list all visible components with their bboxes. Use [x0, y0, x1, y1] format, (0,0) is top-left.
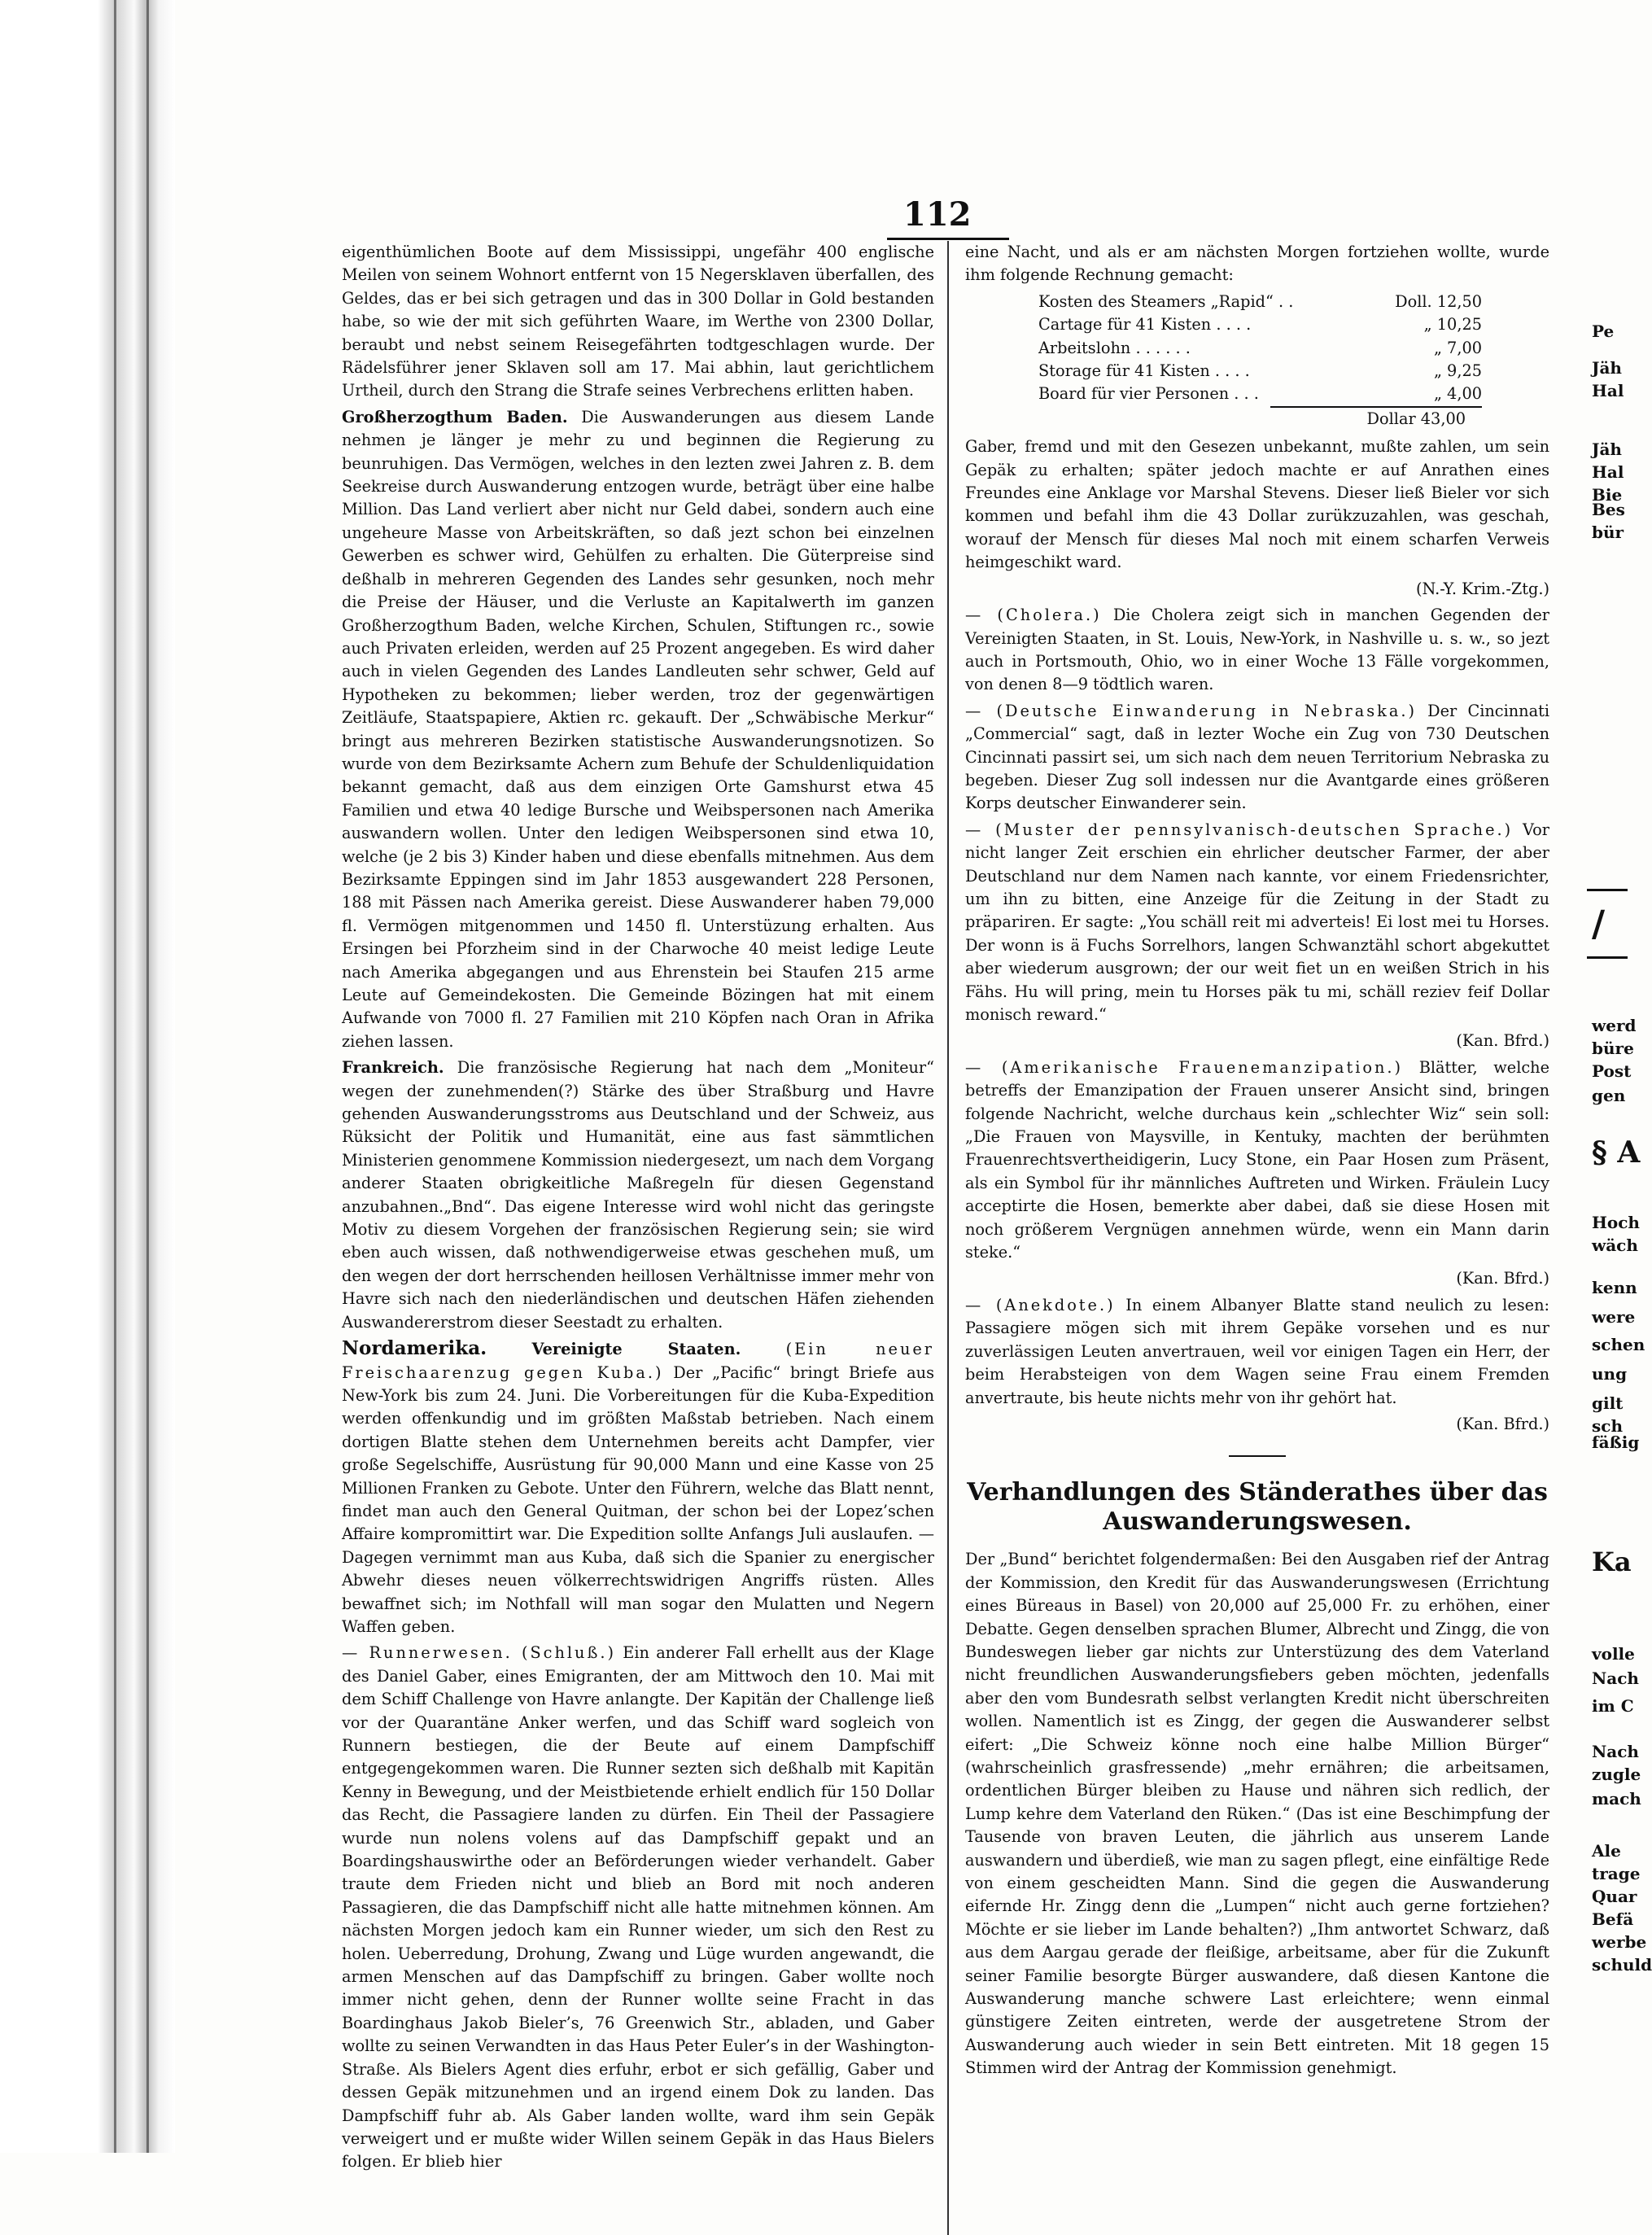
adjacent-rule	[1587, 956, 1628, 959]
adjacent-text-fragment: schen	[1592, 1335, 1645, 1354]
adjacent-text-fragment: sch	[1592, 1416, 1623, 1436]
paragraph: Gaber, fremd und mit den Gesezen unbekannt, mußte zahlen, um sein Gepäk zu erhalten; später jedoch machte er auf Anrathen eines Freundes eine Anklage vor Marshal Stevens. Dieser ließ Bieler vor sich kommen und befahl ihm die 43 Dollar zurükzuzahlen, was geschah, worauf der Mensch für dieses Mal noch mit einem scharfen Verweis heimgeschikt ward.	[965, 437, 1549, 572]
adjacent-text-fragment: Post	[1592, 1061, 1632, 1081]
adjacent-text-fragment: Ale	[1592, 1841, 1621, 1861]
paragraph: eine Nacht, und als er am nächsten Morgen fortziehen wollte, wurde ihm folgende Rechnung gemacht:	[965, 243, 1549, 285]
adjacent-text-fragment: schuld	[1592, 1955, 1652, 1975]
paragraph-text: Die Cholera zeigt sich in manchen Gegenden der Vereinigten Staaten, in St. Louis, New-York, in Nashville u. s. w., so jezt auch in Portsmouth, Ohio, wo in einer Woche 13 Fälle vorgekommen, von denen 8—9 tödtlich waren.	[965, 606, 1549, 694]
invoice-amount: „ 7,00	[1433, 338, 1482, 357]
invoice-item: Cartage für 41 Kisten . . . .	[1038, 315, 1252, 335]
adjacent-text-fragment: im C	[1592, 1696, 1634, 1716]
adjacent-text-fragment: Bes	[1592, 500, 1625, 519]
article-baden	[342, 406, 934, 1053]
source-citation: (N.-Y. Krim.-Ztg.)	[1415, 579, 1549, 598]
invoice-item: Kosten des Steamers „Rapid“ . .	[1038, 291, 1294, 311]
adjacent-text-fragment: wäch	[1592, 1236, 1638, 1255]
adjacent-text-fragment: zugle	[1592, 1765, 1641, 1784]
right-column	[965, 241, 1549, 2084]
adjacent-rule	[1587, 889, 1628, 891]
article-title: (Ein neuer Freischaarenzug gegen Kuba.)	[342, 1340, 934, 1382]
left-column	[342, 241, 934, 2177]
adjacent-text-fragment: gen	[1592, 1086, 1626, 1105]
article-title: — (Amerikanische Frauenemanzipation.)	[965, 1057, 1404, 1077]
adjacent-text-fragment: kenn	[1592, 1278, 1637, 1297]
section-divider	[1229, 1455, 1286, 1457]
paragraph-text: Der Cincinnati „Commercial“ sagt, daß in lezter Woche ein Zug von 730 Deutschen Cincinnati passirt sei, um sich nach dem neuen Territorium Nebraska zu begeben. Dieser Zug soll indessen nur die Avantgarde eines größeren Korps deutscher Einwanderer sein.	[965, 701, 1549, 813]
adjacent-text-fragment: gilt	[1592, 1393, 1624, 1413]
adjacent-text-fragment: Hal	[1592, 462, 1624, 482]
invoice-amount: „ 4,00	[1433, 384, 1482, 404]
paragraph-text: Ein anderer Fall erhellt aus der Klage des Daniel Gaber, eines Emigranten, der am Mittwoch den 10. Mai mit dem Schiff Challenge von Havre anlangte. Der Kapitän der Challenge ließ vor der Quarantäne Anker werfen, und das Schiff ward sogleich von Runnern bestiegen, die der Beute auf einem Dampfschiff entgegengekommen waren. Die Runner sezten sich deßhalb mit Kapitän Kenny in Bewegung, und der Meistbietende erhielt endlich für 150 Dollar das Recht, die Passagiere landen zu dürfen. Ein Theil der Passagiere wurde nun nolens volens auf das Dampfschiff gepakt und an Boardingshauswirthe oder an Beförderungen wieder verhandelt. Gaber traute dem Frieden nicht und blieb an Bord mit noch anderen Passagieren, die das Dampfschiff nicht alle hatte mitnehmen können. Am nächsten Morgen jedoch kam ein Runner wieder, um sich den Rest zu holen. Ueberredung, Drohung, Zwang und Lüge wurden angewandt, die armen Menschen auf das Dampfschiff zu bringen. Gaber wollte noch immer nicht gehen, denn der Runner wollte seine Fracht in das Boardinghaus Jakob Bieler’s, 76 Greenwich Str., abladen, und Gaber wollte zu seinen Verwandten in das Haus Peter Euler’s in der Washington-Straße. Als Bielers Agent dies erfuhr, erbot er sich gefällig, Gaber und dessen Gepäk mitzunehmen und an irgend einem Dok zu landen. Das Dampfschiff fuhr ab. Als Gaber landen wollte, ward ihm sein Gepäk verweigert und er mußte wider Willen seinem Gepäk in das Haus Bielers folgen. Er blieb hier	[342, 1643, 934, 2172]
invoice-total: Dollar 43,00	[1270, 406, 1482, 431]
adjacent-text-fragment: ung	[1592, 1364, 1628, 1384]
paragraph-text: Der „Pacific“ bringt Briefe aus New-York bis zum 24. Juni. Die Vorbereitungen für die Kuba-Expedition werden offenkundig und im größten Maßstab betrieben. Nach einem dortigen Blatte stehen dem Unternehmen bereits acht Dampfer, vier große Segelschiffe, Ausrüstung für 90,000 Mann und eine Kasse von 25 Millionen Franken zu Gebote. Unter den Führern, welche das Blatt nennt, findet man auch den General Quitman, der schon bei der Lopez’schen Affaire kompromittirt war. Die Expedition sollte Anfangs Juli auslaufen. — Dagegen vernimmt man aus Kuba, daß sich die Spanier zu energischer Abwehr dieses neuen völkerrechtswidrigen Angriffs rüsten. Alles bewaffnet sich; im Nothfall will man sogar den Mulatten und Negern Waffen geben.	[342, 1362, 934, 1636]
adjacent-text-fragment: trage	[1592, 1864, 1641, 1883]
invoice-item: Arbeitslohn . . . . . .	[1038, 338, 1191, 357]
paragraph-text: In einem Albanyer Blatte stand neulich zu lesen: Passagiere mögen sich mit ihrem Gepäke vorsehen und es nur zuverlässigen Leuten anvertrauen, weil vor einigen Tagen ein Herr, der beim Herabsteigen von dem Wagen seine Frau einem Fremden anvertraute, bis heute nichts mehr von ihr gehört hat.	[965, 1295, 1549, 1407]
binding-line	[114, 0, 116, 2153]
adjacent-text-fragment: fäßig	[1592, 1432, 1640, 1452]
invoice-amount: Doll. 12,50	[1395, 291, 1482, 311]
invoice-row	[1038, 383, 1482, 405]
article-nordamerika	[342, 1337, 934, 1638]
invoice-item: Board für vier Personen . . .	[1038, 384, 1259, 404]
section-heading: Frankreich.	[342, 1058, 444, 1078]
source-citation: (Kan. Bfrd.)	[1456, 1269, 1549, 1288]
invoice-row	[1038, 360, 1482, 383]
sub-heading: Vereinigte Staaten.	[531, 1340, 741, 1359]
page-number: 112	[903, 195, 972, 234]
invoice-item: Storage für 41 Kisten . . . .	[1038, 361, 1250, 381]
article-nebraska	[965, 700, 1549, 816]
adjacent-page-strip	[1587, 0, 1652, 2153]
adjacent-text-fragment: Nach	[1592, 1669, 1639, 1688]
paragraph-text: Vor nicht langer Zeit erschien ein ehrlicher deutscher Farmer, der aber Deutschland nur dem Namen nach kannte, vor einem Friedensrichter, um ihn zu bitten, eine Anzeige für die Zeitung in der Stadt zu präpariren. Er sagte: „You schäll reit mi adverteis! Ei lost mei tu Horses. Der wonn is ä Fuchs Sorrelhors, langen Schwanztähl schort abgekuttet aber wiederum ausgrown; der our weit fiet un en weißen Strich in his Fähs. Hu will pring, mein tu Horses päk tu mi, schäll reziev feif Dollar monisch reward.“	[965, 820, 1549, 1024]
invoice-amount: „ 10,25	[1423, 315, 1482, 335]
column-rule	[947, 241, 949, 2235]
paragraph-text: Blätter, welche betreffs der Emanzipation der Frauen unserer Ansicht sind, bringen folgende Nachricht, welche durchaus kein „schlechter Wiz“ sein soll: „Die Frauen von Maysville, in Kentuky, machten der berühmten Frauenrechtsvertheidigerin, Lucy Stone, ein Paar Hosen zum Präsent, als ein Symbol für ihr männliches Auftreten und Wirken. Fräulein Lucy acceptirte die Hosen, bemerkte aber dabei, daß sie diese Hosen mit noch größerem Vergnügen annehmen würde, wenn ein Mann darin steke.“	[965, 1057, 1549, 1262]
region-heading: Nordamerika.	[342, 1337, 487, 1360]
adjacent-text-fragment: werd	[1592, 1016, 1637, 1035]
article-title: — (Muster der pennsylvanisch-deutschen Sprache.)	[965, 820, 1514, 839]
paragraph: Der „Bund“ berichtet folgendermaßen: Bei den Ausgaben rief der Antrag der Kommission, den Kredit für das Auswanderungswesen (Errichtung eines Büreaus in Basel) von 20,000 auf 25,000 Fr. zu erhöhen, einer Debatte. Gegen denselben sprachen Blumer, Albrecht und Zingg, die von Bundeswegen lieber gar nichts zur Unterstüzung des dem Vaterland nicht freundlichen Auswanderungsfiebers geben möchten, jedenfalls aber den vom Bundesrath selbst verlangten Kredit nicht überschreiten wollen. Namentlich ist es Zingg, der gegen die Auswanderer selbst eifert: „Die Schweiz könne noch eine halbe Million Bürger“ (wahrscheinlich grasfressende) „mehr ernähren; die arbeitsamen, ordentlichen Bürger bleiben zu Hause und nähren sich redlich, der Lump kehre dem Vaterland den Rüken.“ (Das ist eine Beschimpfung der Tausende von braven Leuten, die jährlich aus unserem Lande auswandern und überdieß, wie man zu sagen pflegt, eine einfältige Rede von einem gescheidten Mann. Sind die gegen die Auswanderung eifernde Hr. Zingg denn die „Lumpen“ nicht auch gerne fortziehen? Möchte er sie lieber im Lande behalten?) „Ihm antwortet Schwarz, daß aus dem Aargau gerade der fleißige, arbeitsame, aber für die Zukunft seiner Familie besorgte Bürger auswandere, daß diesen Kantone die Auswanderung manche schwere Last erleichtere; wenn einmal günstigere Zeiten eintreten, werde der ausgetretene Strom der Auswanderung auch wieder in sein Bett eintreten. Mit 18 gegen 15 Stimmen wird der Antrag der Kommission genehmigt.	[965, 1550, 1549, 2078]
invoice-amount: „ 9,25	[1433, 361, 1482, 381]
article-frauenemanzipation	[965, 1056, 1549, 1265]
section-heading: Großherzogthum Baden.	[342, 407, 568, 426]
source-citation: (Kan. Bfrd.)	[1456, 1414, 1549, 1433]
adjacent-text-fragment: werbe	[1592, 1932, 1647, 1952]
adjacent-text-fragment: Hal	[1592, 381, 1624, 400]
adjacent-text-fragment: § A	[1592, 1135, 1641, 1170]
adjacent-text-fragment: mach	[1592, 1789, 1641, 1809]
adjacent-text-fragment: Quar	[1592, 1887, 1637, 1906]
adjacent-text-fragment: volle	[1592, 1644, 1635, 1664]
adjacent-text-fragment: Hoch	[1592, 1213, 1640, 1232]
page-number-rule	[887, 238, 1009, 240]
invoice-row	[1038, 313, 1482, 336]
adjacent-text-fragment: Bie	[1592, 485, 1623, 505]
article-runnerwesen	[342, 1642, 934, 2173]
article-muster	[965, 819, 1549, 1027]
paragraph-text: Die Auswanderungen aus diesem Lande nehmen je länger je mehr zu und beginnen die Regierung zu beunruhigen. Das Vermögen, welches in den lezten zwei Jahren z. B. dem Seekreise durch Auswanderung entzogen wurde, beträgt über eine halbe Million. Das Land verliert aber nicht nur Geld dabei, sondern auch eine ungeheure Masse von Arbeitskräften, so daß jezt schon bei einzelnen Gewerben es schwer wird, Gehülfen zu erhalten. Die Güterpreise sind deßhalb in mehreren Gegenden des Landes sehr gesunken, noch mehr die Preise der Häuser, und die Verluste an Kapitalwerth im ganzen Großherzogthum Baden, welche Kirchen, Schulen, Stiftungen rc., sowie auch Privaten erleiden, werden auf 25 Prozent angegeben. Es wird daher auch in vielen Gegenden des Landes Landleuten sehr schwer, Geld auf Hypotheken zu bekommen; lieber werden, troz der gegenwärtigen Zeitläufe, Staatspapiere, Aktien rc. gekauft. Der „Schwäbische Merkur“ bringt aus mehreren Bezirken statistische Auswanderungsnotizen. So wurde von dem Bezirksamte Achern zum Behufe der Schuldenliquidation bekannt gemacht, daß aus dem einzigen Orte Gamshurst etwa 45 Familien und etwa 40 ledige Bursche und Weibspersonen nach Amerika auswandern wollen. Unter den ledigen Weibspersonen sind etwa 10, welche (je 2 bis 3) Kinder haben und diese ebenfalls mitnehmen. Aus dem Bezirksamte Eppingen sind im Jahr 1853 ausgewandert 228 Personen, 188 mit Pässen nach Amerika gereist. Diese Auswanderer haben 79,000 fl. Vermögen mitgenommen und 1450 fl. Unterstüzung erhalten. Aus Ersingen bei Pforzheim sind in der Charwoche 40 meist ledige Leute nach Amerika abgegangen und aus Ehrenstein bei Staufen 215 arme Leute auf Gemeindekosten. Die Gemeinde Bözingen hat mit einem Aufwande von 7000 fl. 27 Familien mit 210 Köpfen nach Oran in Afrika ziehen lassen.	[342, 407, 934, 1051]
paragraph: eigenthümlichen Boote auf dem Mississippi, ungefähr 400 englische Meilen von seinem Wohnort entfernt von 15 Negersklaven überfallen, des Geldes, das er bei sich getragen und das in 300 Dollar in Gold bestanden habe, so wie der mit sich geführten Waare, im Werthe von 2300 Dollar, beraubt und nebst seinem Reisegefährten todtgeschlagen wurde. Der Rädelsführer jener Sklaven soll am 17. Mai abhin, laut gerichtlichem Urtheil, durch den Strang die Strafe seines Verbrechens erlitten haben.	[342, 243, 934, 400]
invoice-table	[1038, 291, 1482, 431]
adjacent-text-fragment: Nach	[1592, 1742, 1639, 1761]
adjacent-text-fragment: were	[1592, 1307, 1636, 1327]
article-title: — (Deutsche Einwanderung in Nebraska.)	[965, 701, 1417, 720]
article-cholera	[965, 604, 1549, 697]
adjacent-text-fragment: büre	[1592, 1039, 1634, 1058]
adjacent-text-fragment: Befä	[1592, 1909, 1634, 1929]
article-title: — (Cholera.)	[965, 606, 1102, 625]
adjacent-text-fragment: /	[1592, 903, 1606, 945]
adjacent-text-fragment: Ka	[1592, 1546, 1632, 1577]
article-title: — (Anekdote.)	[965, 1295, 1116, 1314]
adjacent-text-fragment: bür	[1592, 523, 1624, 542]
adjacent-text-fragment: Jäh	[1592, 358, 1622, 378]
article-anekdote	[965, 1294, 1549, 1410]
article-title: — Runnerwesen. (Schluß.)	[342, 1643, 617, 1663]
adjacent-text-fragment: Pe	[1592, 321, 1615, 341]
invoice-row	[1038, 337, 1482, 360]
paragraph-text: Die französische Regierung hat nach dem „Moniteur“ wegen der zunehmenden(?) Stärke des über Straßburg und Havre gehenden Auswanderungsstroms aus Deutschland und der Schweiz, aus Rüksicht der Politik und Humanität, eine aus fast sämmtlichen Ministerien genommene Kommission niedergesezt, um nach dem Vorgang anderer Staaten obrigkeitliche Maßregeln für diesen Gegenstand anzubahnen.„Bnd“. Das eigene Interesse wird wohl nicht das geringste Motiv zu diesem Vorgehen der französischen Regierung sein; sie wird eben auch wissen, daß nothwendigerweise etwas geschehen muß, um den wegen der dort herrschenden heillosen Verhältnisse immer mehr von Havre sich nach den niederländischen und deutschen Häfen ziehenden Auswandererstrom dieser Seestadt zu erhalten.	[342, 1058, 934, 1332]
article-headline: Verhandlungen des Ständerathes über das Auswanderungswesen.	[967, 1478, 1548, 1537]
article-frankreich	[342, 1056, 934, 1334]
binding-line	[146, 0, 149, 2153]
invoice-row	[1038, 291, 1482, 313]
source-citation: (Kan. Bfrd.)	[1456, 1031, 1549, 1051]
book-binding-edge	[0, 0, 175, 2153]
adjacent-text-fragment: Jäh	[1592, 440, 1622, 459]
